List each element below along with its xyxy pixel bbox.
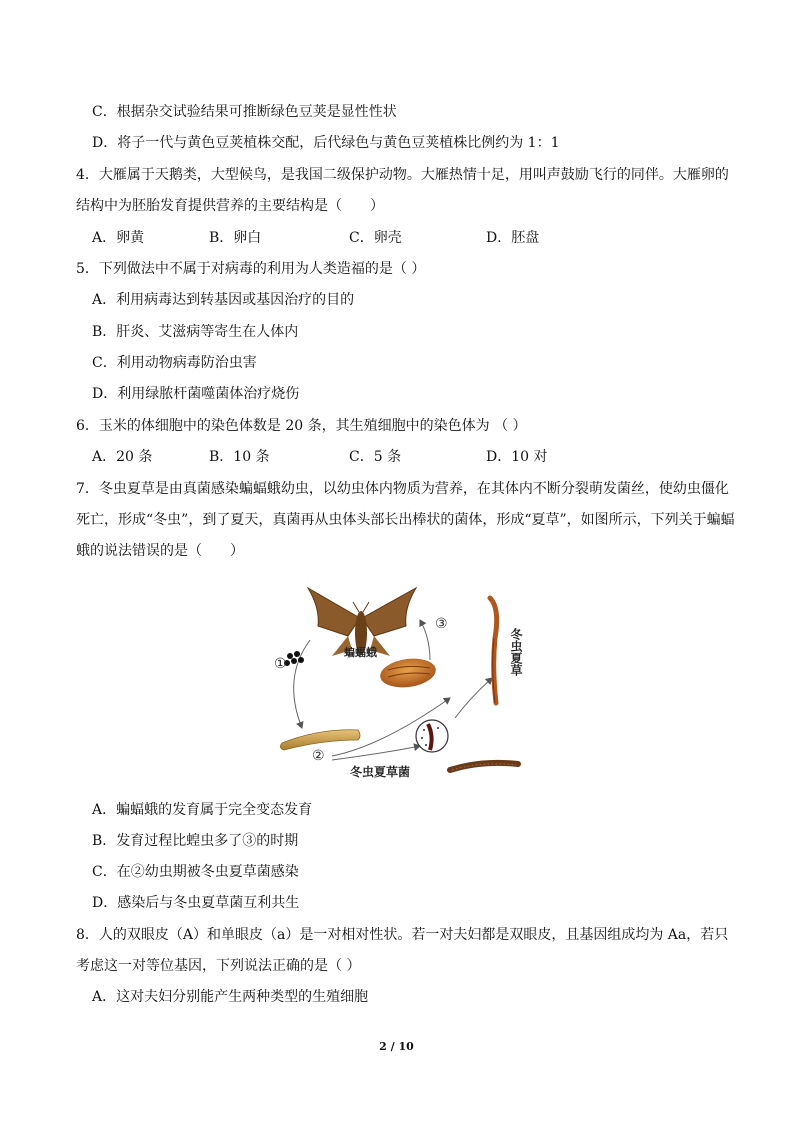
q4-option-d: D．胚盘 (486, 230, 540, 246)
q6-stem: 6．玉米的体细胞中的染色体数是 20 条，其生殖细胞中的染色体为 （ ） (76, 418, 527, 434)
moth-label: 蝙蝠蛾 (344, 646, 377, 659)
q5-option-c: C．利用动物病毒防治虫害 (92, 355, 257, 371)
q7-stem-line3: 蛾的说法错误的是（ ） (76, 543, 244, 559)
larva-icon (280, 730, 360, 750)
q5-option-a: A．利用病毒达到转基因或基因治疗的目的 (92, 292, 355, 308)
q4-stem-line1: 4．大雁属于天鹅类，大型候鸟，是我国二级保护动物。大雁热情十足，用叫声鼓励飞行的同伴。大雁卵的 (76, 167, 729, 183)
q7-option-c: C．在②幼虫期被冬虫夏草菌感染 (92, 864, 299, 880)
page-number: 2 / 10 (379, 1040, 414, 1053)
q5-stem: 5．下列做法中不属于对病毒的利用为人类造福的是（ ） (76, 261, 426, 277)
q8-option-a: A．这对夫妇分别能产生两种类型的生殖细胞 (92, 989, 369, 1005)
q4-option-c: C．卵壳 (349, 230, 402, 246)
moth-life-cycle-figure (270, 578, 545, 788)
q8-stem-line2: 考虑这一对等位基因，下列说法正确的是（ ） (76, 958, 361, 974)
q8-stem-line1: 8．人的双眼皮（A）和单眼皮（a）是一对相对性状。若一对夫妇都是双眼皮，且基因组成均为 Aa，若只 (76, 927, 729, 943)
q6-option-d: D．10 对 (486, 449, 548, 465)
step-3-label: ③ (435, 616, 448, 632)
q6-option-c: C．5 条 (349, 449, 402, 465)
q7-stem-line2: 死亡，形成“冬虫”，到了夏天，真菌再从虫体头部长出棒状的菌体，形成“夏草”，如图所示，下列关于蝙蝠 (76, 512, 735, 528)
cordyceps-icon (450, 598, 518, 770)
q4-stem-line2: 结构中为胚胎发育提供营养的主要结构是（ ） (76, 198, 384, 214)
step-1-label: ① (274, 656, 287, 672)
q5-option-d: D．利用绿脓杆菌噬菌体治疗烧伤 (92, 386, 300, 402)
q7-option-a: A．蝙蝠蛾的发育属于完全变态发育 (92, 802, 313, 818)
q5-option-b: B．肝炎、艾滋病等寄生在人体内 (92, 324, 299, 340)
egg-cluster-icon (284, 651, 304, 666)
q6-option-a: A．20 条 (92, 449, 153, 465)
q4-option-b: B．卵白 (209, 230, 262, 246)
cordyceps-label: 冬虫夏草 (509, 628, 523, 676)
fungus-label: 冬虫夏草菌 (350, 765, 411, 779)
q7-option-d: D．感染后与冬虫夏草菌互利共生 (92, 895, 300, 911)
q3-option-d: D．将子一代与黄色豆荚植株交配，后代绿色与黄色豆荚植株比例约为 1：1 (92, 135, 560, 151)
q4-option-a: A．卵黄 (92, 230, 145, 246)
infected-larva-icon (416, 720, 448, 752)
q3-option-c: C．根据杂交试验结果可推断绿色豆荚是显性性状 (92, 104, 397, 120)
step-2-label: ② (312, 748, 325, 764)
q7-stem-line1: 7．冬虫夏草是由真菌感染蝙蝠蛾幼虫，以幼虫体内物质为营养，在其体内不断分裂萌发菌丝，使幼虫僵化 (76, 481, 729, 497)
pupa-icon (378, 655, 437, 691)
q6-option-b: B．10 条 (209, 449, 270, 465)
q7-option-b: B．发育过程比蝗虫多了③的时期 (92, 833, 299, 849)
